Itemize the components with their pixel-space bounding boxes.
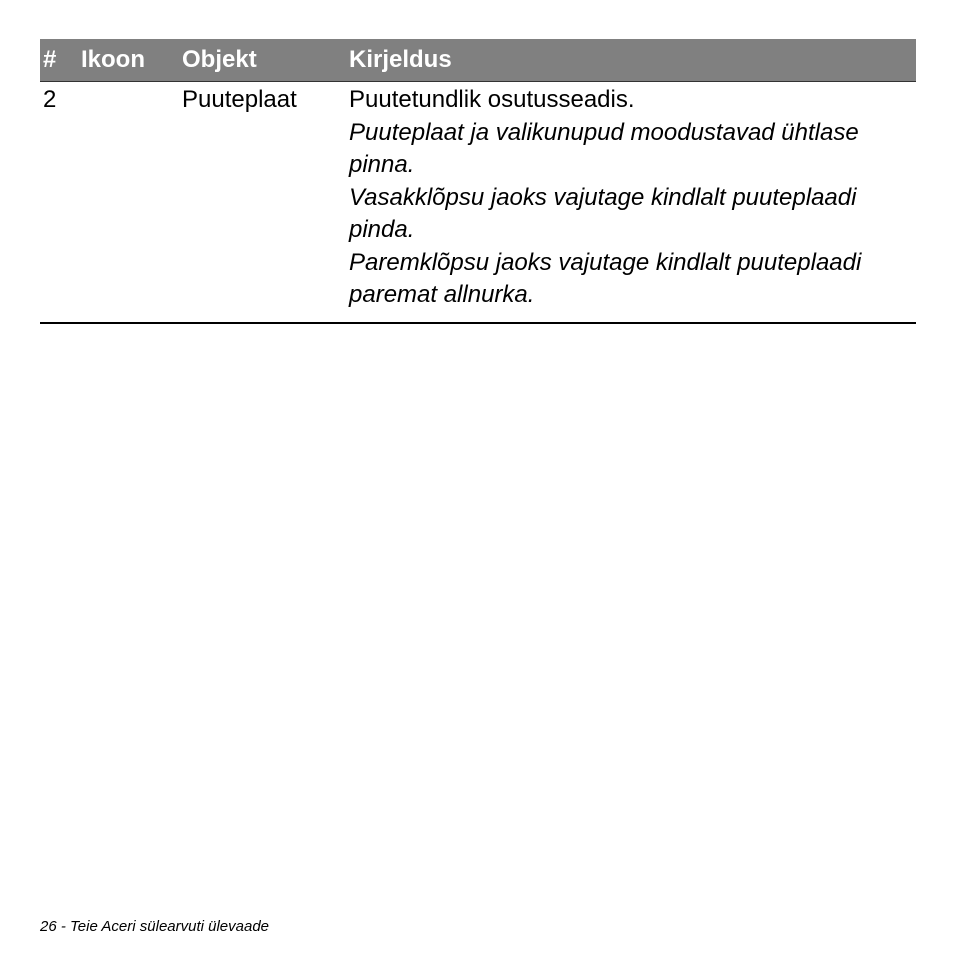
component-table [40, 39, 916, 324]
header-row [40, 39, 916, 82]
row-object: Puuteplaat [181, 82, 348, 323]
page-footer: 26 - Teie Aceri sülearvuti ülevaade [40, 918, 270, 935]
header-description: Kirjeldus [348, 39, 916, 82]
header-object: Objekt [181, 39, 348, 82]
row-num: 2 [40, 82, 80, 323]
table-header [40, 39, 916, 82]
description-main: Puutetundlik osutusseadis. [349, 86, 635, 113]
description-note: Paremklõpsu jaoks vajutage kindlalt puuteplaadi paremat allnurka. [349, 248, 862, 308]
header-icon: Ikoon [80, 39, 181, 82]
header-num: # [40, 39, 80, 82]
description-note: Vasakklõpsu jaoks vajutage kindlalt puuteplaadi pinda. [349, 183, 857, 243]
description-note: Puuteplaat ja valikunupud moodustavad ühtlase pinna. [349, 118, 859, 178]
row-icon [80, 82, 181, 323]
row-description [348, 82, 916, 323]
table-body [40, 82, 916, 323]
table-row [40, 82, 916, 323]
